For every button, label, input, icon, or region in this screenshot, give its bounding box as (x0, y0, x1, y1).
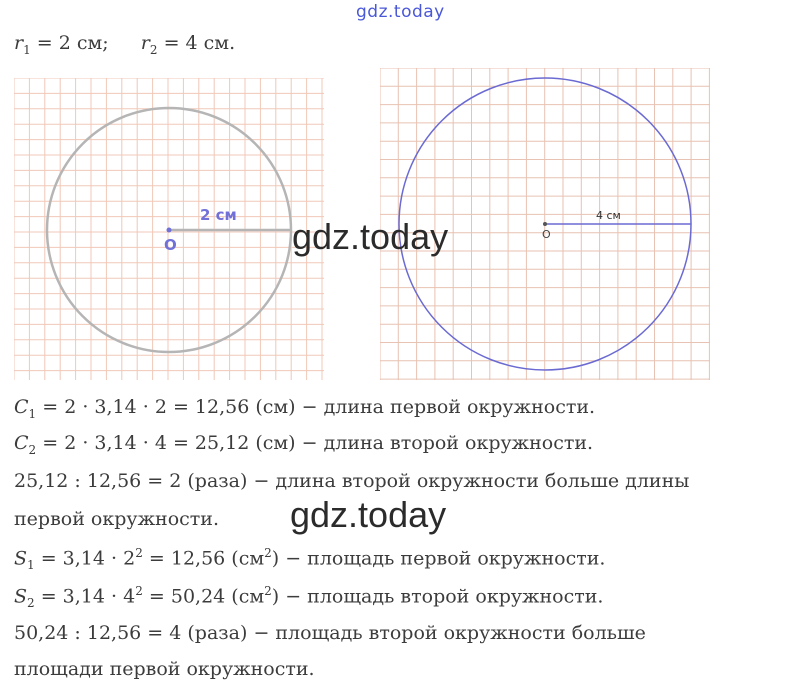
s2-c: ) − площадь второй окружности. (271, 585, 604, 608)
length-ratio-line-a: 25,12 : 12,56 = 2 (раза) − длина второй окружности больше длины (14, 470, 690, 492)
s1-c: ) − площадь первой окружности. (271, 547, 606, 570)
s1-pow: 2 (135, 546, 143, 560)
center-dot-1 (167, 228, 172, 233)
s2-b: = 50,24 (см (148, 585, 265, 608)
center-dot-2 (543, 222, 547, 226)
area-1-line (14, 546, 605, 572)
r1-value: = 2 см; (36, 32, 109, 54)
c2-var: C (14, 432, 29, 454)
c1-var: C (14, 396, 29, 418)
r1-sub: 1 (23, 42, 31, 57)
radius-label-2: 4 см (596, 209, 621, 222)
center-label-2: O (542, 228, 551, 241)
length-ratio-line-b: первой окружности. (14, 508, 220, 530)
area-ratio-line-b: площади первой окружности. (14, 658, 315, 680)
s2-a: = 3,14 · 4 (40, 585, 136, 608)
s2-pow: 2 (135, 584, 143, 598)
radii-line (14, 32, 235, 57)
c1-sub: 1 (28, 406, 37, 421)
s1-unit-pow: 2 (264, 546, 272, 560)
length-2-line (14, 432, 593, 457)
s2-var: S (14, 585, 28, 608)
c2-text: = 2 · 3,14 · 4 = 25,12 (см) − длина второй окружности. (42, 432, 594, 454)
watermark-2: gdz.today (290, 494, 447, 535)
c1-text: = 2 · 3,14 · 2 = 12,56 (см) − длина первой окружности. (42, 396, 596, 418)
s1-sub: 1 (27, 558, 35, 573)
area-ratio-line-a: 50,24 : 12,56 = 4 (раза) − площадь второй окружности больше (14, 622, 646, 644)
circle-figure-1 (14, 78, 324, 380)
s1-b: = 12,56 (см (148, 547, 265, 570)
area-2-line (14, 584, 603, 610)
r2-value: = 4 см. (163, 32, 236, 54)
r1-var: r (14, 32, 24, 54)
radius-label-1: 2 см (200, 206, 237, 224)
watermark-top: gdz.today (356, 2, 445, 22)
s2-sub: 2 (27, 596, 35, 611)
r2-var: r (140, 32, 150, 54)
r2-sub: 2 (149, 42, 158, 57)
center-label-1: O (164, 236, 177, 254)
s1-a: = 3,14 · 2 (40, 547, 136, 570)
watermark-1: gdz.today (292, 216, 449, 257)
s2-unit-pow: 2 (264, 584, 272, 598)
length-1-line (14, 396, 595, 421)
c2-sub: 2 (28, 442, 37, 457)
s1-var: S (14, 547, 28, 570)
